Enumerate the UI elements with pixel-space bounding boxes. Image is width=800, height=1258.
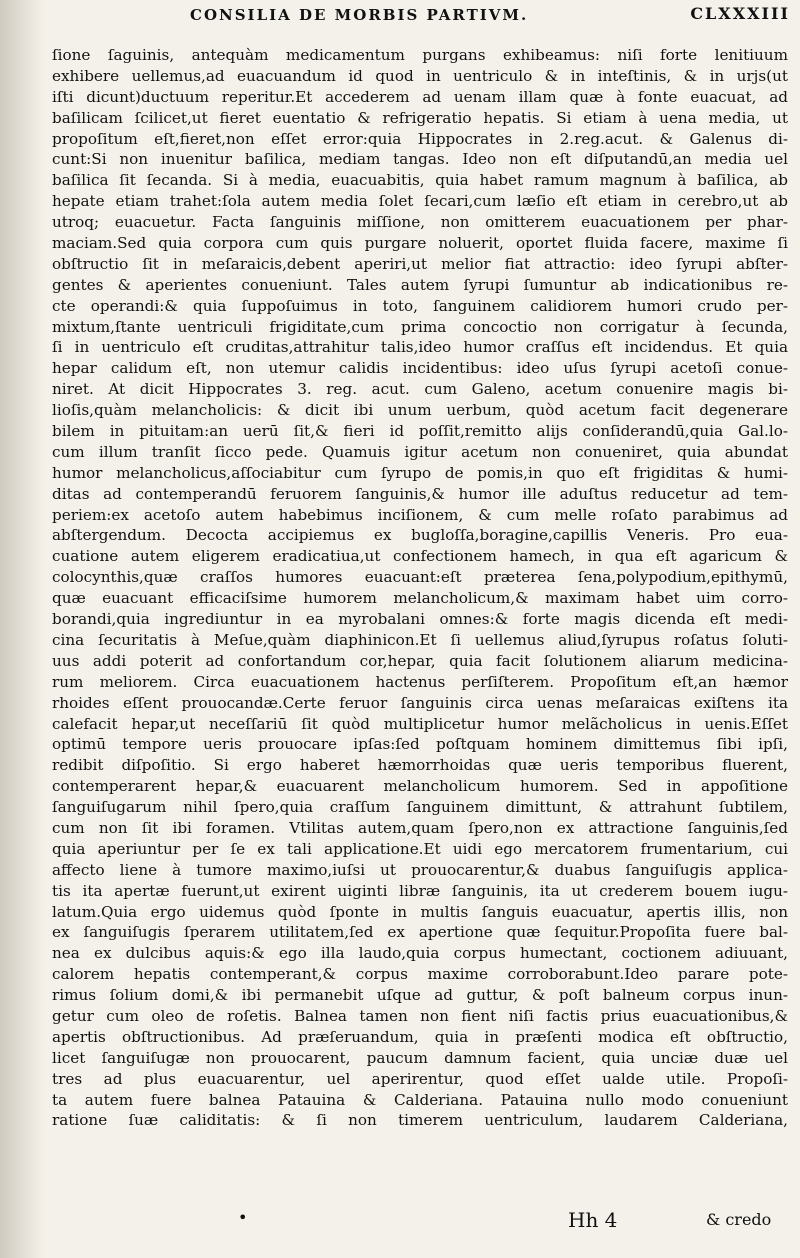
- text-line: hepar calidum eſt, non utemur calidis incidentibus: ideo uſus ſyrupi acetoſi conue-: [52, 359, 788, 378]
- text-line: colocynthis,quæ craſſos humores euacuant:eſt præterea ſena,polypodium,epithymū,: [52, 568, 788, 587]
- text-line: quia aperiuntur per ſe ex tali applicatione.Et uidi ego mercatorem frumentarium, cui: [52, 839, 788, 858]
- text-line: baſilicam ſcilicet,ut fieret euentatio & refrigeratio hepatis. Si etiam à uena media, ut: [52, 108, 788, 127]
- text-line: redibit diſpoſitio. Si ergo haberet hæmorrhoidas quæ ueris temporibus fluerent,: [52, 756, 788, 775]
- text-line: rimus ſolium domi,& ibi permanebit uſque ad guttur, & poſt balneum corpus inun-: [52, 986, 788, 1005]
- text-line: ditas ad contemperandū feruorem ſanguinis,& humor ille aduſtus reducetur ad tem-: [52, 484, 788, 503]
- text-line: calefacit hepar,ut neceſſariū ſit quòd multiplicetur humor melãcholicus in uenis.Eſſet: [52, 714, 788, 733]
- page-footer: [0, 1208, 800, 1236]
- running-title: CONSILIA DE MORBIS PARTIVM.: [190, 6, 529, 24]
- text-line: ex ſanguiſugis ſperarem utilitatem,ſed ex apertione quæ ſequitur.Propoſita fuere bal-: [52, 923, 788, 942]
- text-line: quæ euacuant efficaciſsime humorem melancholicum,& maximam habet uim corro-: [52, 589, 788, 608]
- text-line: niret. At dicit Hippocrates 3. reg. acut. cum Galeno, acetum conuenire magis bi-: [52, 380, 788, 399]
- text-line: cuatione autem eligerem eradicatiua,ut confectionem hamech, in qua eſt agaricum &: [52, 547, 788, 566]
- footer-marker: •: [238, 1208, 248, 1227]
- text-line: obſtructio ſit in meſaraicis,debent aperiri,ut melior fiat attractio: ideo ſyrupi abſter-: [52, 254, 788, 273]
- text-line: mixtum,ſtante uentriculi frigiditate,cum prima concoctio non corrigatur à ſecunda,: [52, 317, 788, 336]
- text-line: abſtergendum. Decocta accipiemus ex bugloſſa,boragine,capillis Veneris. Pro eua-: [52, 526, 788, 545]
- text-line: rhoides eſſent prouocandæ.Certe feruor ſanguinis circa uenas meſaraicas exiſtens ita: [52, 693, 788, 712]
- binding-gutter: [0, 0, 46, 1258]
- text-line: uus addi poterit ad confortandum cor,hepar, quia facit ſolutionem aliarum medicina-: [52, 651, 788, 670]
- text-line: utroq; euacuetur. Facta ſanguinis miſſione, non omitterem euacuationem per phar-: [52, 213, 788, 232]
- text-line: optimū tempore ueris prouocare ipſas:ſed poſtquam hominem dimittemus ſibi ipſi,: [52, 735, 788, 754]
- text-line: affecto liene à tumore maximo,iuſsi ut prouocarentur,& duabus ſanguiſugis applica-: [52, 860, 788, 879]
- text-line: rum meliorem. Circa euacuationem hactenus perſiſterem. Propoſitum eſt,an hæmor: [52, 672, 788, 691]
- text-line: licet ſanguiſugæ non prouocarent, paucum damnum facient, quia unciæ duæ uel: [52, 1048, 788, 1067]
- text-line: gentes & aperientes conueniunt. Tales autem ſyrupi ſumuntur ab indicationibus re-: [52, 275, 788, 294]
- text-line: maciam.Sed quia corpora cum quis purgare noluerit, oportet fluida facere, maxime ſi: [52, 234, 788, 253]
- signature-mark: Hh 4: [568, 1208, 618, 1232]
- running-head: [190, 4, 790, 30]
- text-line: iſti dicunt)ductuum reperitur.Et accederem ad uenam illam quæ à fonte euacuat, ad: [52, 87, 788, 106]
- text-line: apertis obſtructionibus. Ad præſeruandum, quia in præſenti modica eſt obſtructio,: [52, 1027, 788, 1046]
- text-line: ſione ſaguinis, antequàm medicamentum purgans exhibeamus: niſi forte lenitiuum: [52, 46, 788, 64]
- text-line: cum non ſit ibi foramen. Vtilitas autem,quam ſpero,non ex attractione ſanguinis,ſed: [52, 818, 788, 837]
- text-line: exhibere uellemus,ad euacuandum id quod in uentriculo & in inteſtinis, & in urjs(ut: [52, 66, 788, 85]
- text-line: ſi in uentriculo eſt cruditas,attrahitur talis,ideo humor craſſus eſt incidendus. Et quia: [52, 338, 788, 357]
- text-line: propoſitum eſt,fieret,non eſſet error:quia Hippocrates in 2.reg.acut. & Galenus di-: [52, 129, 788, 148]
- text-line: contemperarent hepar,& euacuarent melancholicum humorem. Sed in appoſitione: [52, 777, 788, 796]
- text-line: humor melancholicus,aſſociabitur cum ſyrupo de pomis,in quo eſt frigiditas & humi-: [52, 463, 788, 482]
- text-line: bilem in pituitam:an uerū ſit,& fieri id poſſit,remitto alijs conſiderandū,quia Gal.lo-: [52, 422, 788, 441]
- text-line: nea ex dulcibus aquis:& ego illa laudo,quia corpus humectant, coctionem adiuuant,: [52, 944, 788, 963]
- text-block: [52, 45, 788, 1131]
- text-line: tis ita apertæ fuerunt,ut exirent uiginti libræ ſanguinis, ita ut crederem bouem iugu-: [52, 881, 788, 900]
- text-line: hepate etiam trahet:ſola autem media ſolet ſecari,cum læſio eſt etiam in cerebro,ut ab: [52, 192, 788, 211]
- text-line: cte operandi:& quia ſuppoſuimus in toto, ſanguinem calidiorem humori crudo per-: [52, 296, 788, 315]
- text-line: lioſis,quàm melancholicis: & dicit ibi unum uerbum, quòd acetum facit degenerare: [52, 401, 788, 420]
- text-line: cunt:Si non inuenitur baſilica, mediam tangas. Ideo non eſt diſputandū,an media uel: [52, 150, 788, 169]
- text-line: ratione ſuæ caliditatis: & ſi non timerem uentriculum, laudarem Calderiana,: [52, 1111, 788, 1130]
- text-line: borandi,quia ingrediuntur in ea myrobalani omnes:& forte magis dicenda eſt medi-: [52, 610, 788, 629]
- text-line: baſilica ſit ſecanda. Si à media, euacuabitis, quia habet ramum magnum à baſilica, ab: [52, 171, 788, 190]
- text-line: ta autem fuere balnea Patauina & Calderiana. Patauina nullo modo conueniunt: [52, 1090, 788, 1109]
- text-line: cum illum tranſit ſicco pede. Quamuis igitur acetum non conueniret, quia abundat: [52, 442, 788, 461]
- folio-number: CLXXXIII: [690, 4, 790, 23]
- text-line: calorem hepatis contemperant,& corpus maxime corroborabunt.Ideo parare pote-: [52, 965, 788, 984]
- text-line: tres ad plus euacuarentur, uel aperirentur, quod eſſet ualde utile. Propoſi-: [52, 1069, 788, 1088]
- text-line: ſanguiſugarum nihil ſpero,quia craſſum ſanguinem dimittunt, & attrahunt ſubtilem,: [52, 798, 788, 817]
- text-line: getur cum oleo de roſetis. Balnea tamen non fient niſi factis prius euacuationibus,&: [52, 1006, 788, 1025]
- catchword: & credo: [706, 1210, 772, 1229]
- text-line: latum.Quia ergo uidemus quòd ſponte in multis ſanguis euacuatur, apertis illis, non: [52, 902, 788, 921]
- text-line: periem:ex acetoſo autem habebimus inciſionem, & cum melle roſato parabimus ad: [52, 505, 788, 524]
- text-line: cina ſecuritatis à Meſue,quàm diaphinicon.Et ſi uellemus aliud,ſyrupus roſatus ſoluti-: [52, 630, 788, 649]
